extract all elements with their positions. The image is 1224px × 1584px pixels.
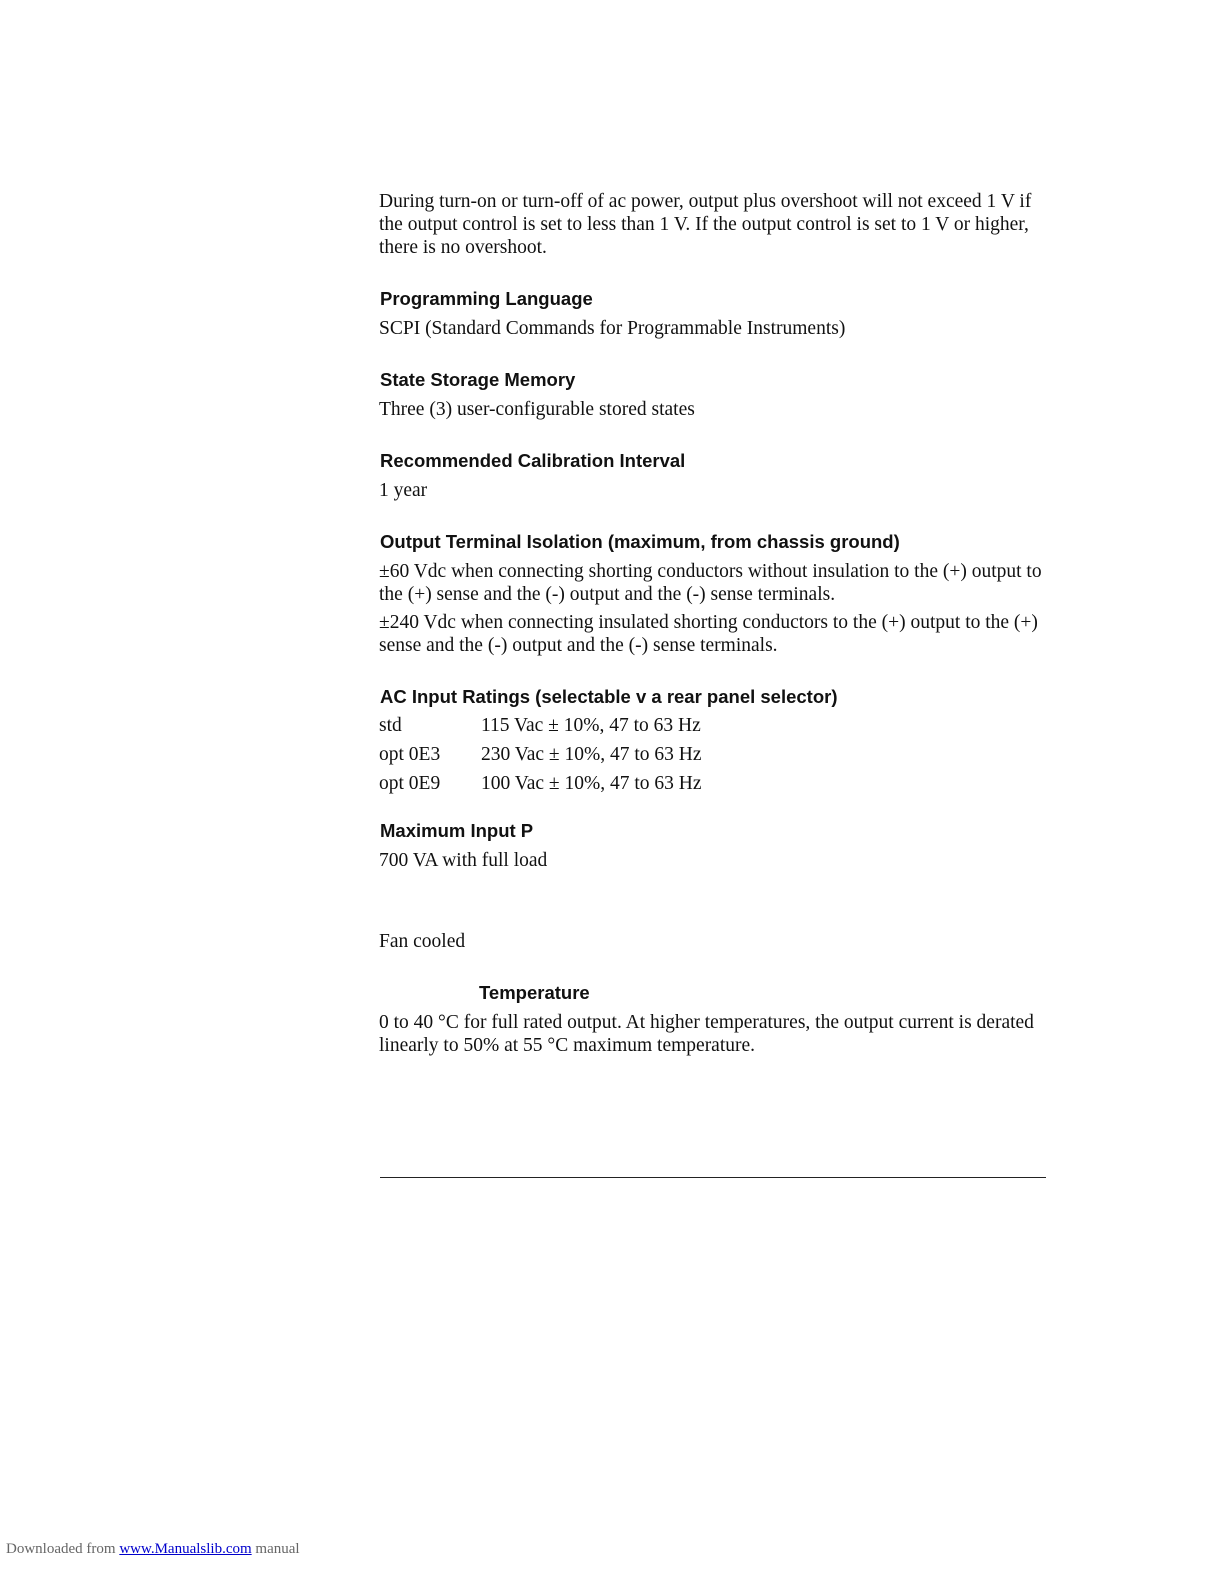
footer-suffix: manual [251, 1541, 300, 1557]
section-heading: Maximum Input P [380, 820, 534, 841]
section-programming-language [379, 288, 1049, 340]
section-temperature [379, 982, 1049, 1057]
table-row [379, 769, 701, 798]
section-heading: AC Input Ratings (selectable v a rear panel selector) [380, 686, 838, 707]
horizontal-rule [380, 1177, 1046, 1178]
section-text: SCPI (Standard Commands for Programmable Instruments) [379, 318, 846, 339]
rating-value: 100 Vac ± 10%, 47 to 63 Hz [481, 773, 702, 794]
rating-option: opt 0E9 [379, 773, 441, 794]
intro-paragraph: During turn-on or turn-off of ac power, output plus overshoot will not exceed 1 V if the output control is set to less than 1 V. If the output control is set to 1 V or higher, there is no overshoot. [379, 191, 1032, 258]
section-calibration-interval [379, 450, 1049, 502]
rating-option: std [379, 715, 402, 736]
download-footer [6, 1541, 300, 1558]
section-ac-input-ratings [379, 686, 1049, 798]
section-cooling [379, 930, 1049, 953]
footer-prefix: Downloaded from [6, 1541, 120, 1557]
document-body [379, 190, 1049, 1086]
ac-ratings-table [379, 711, 701, 798]
section-heading: State Storage Memory [380, 369, 576, 390]
section-text: Fan cooled [379, 931, 466, 952]
table-row [379, 711, 701, 740]
section-text: 0 to 40 °C for full rated output. At higher temperatures, the output current is derated linearly to 50% at 55 °C maximum temperature. [379, 1012, 1034, 1056]
section-state-storage [379, 369, 1049, 421]
rating-value: 115 Vac ± 10%, 47 to 63 Hz [481, 715, 701, 736]
section-max-input-power [379, 820, 1049, 872]
blank-heading-space [379, 872, 1049, 930]
isolation-line-2: ±240 Vdc when connecting insulated shorting conductors to the (+) output to the (+) sense and the (-) output and the (-) sense terminals. [379, 612, 1038, 656]
section-text: 700 VA with full load [379, 850, 548, 871]
rating-option: opt 0E3 [379, 744, 441, 765]
section-heading: Temperature [479, 982, 590, 1003]
section-heading: Output Terminal Isolation (maximum, from chassis ground) [380, 531, 900, 552]
manualslib-link[interactable]: www.Manualslib.com [119, 1541, 252, 1557]
section-text: Three (3) user-configurable stored states [379, 399, 695, 420]
section-heading: Programming Language [380, 288, 593, 309]
section-terminal-isolation [379, 531, 1049, 657]
section-heading: Recommended Calibration Interval [380, 450, 686, 471]
table-row [379, 740, 701, 769]
section-text: 1 year [379, 480, 428, 501]
isolation-line-1: ±60 Vdc when connecting shorting conductors without insulation to the (+) output to the (+) sense and the (-) output and the (-) sense terminals. [379, 561, 1042, 605]
rating-value: 230 Vac ± 10%, 47 to 63 Hz [481, 744, 702, 765]
